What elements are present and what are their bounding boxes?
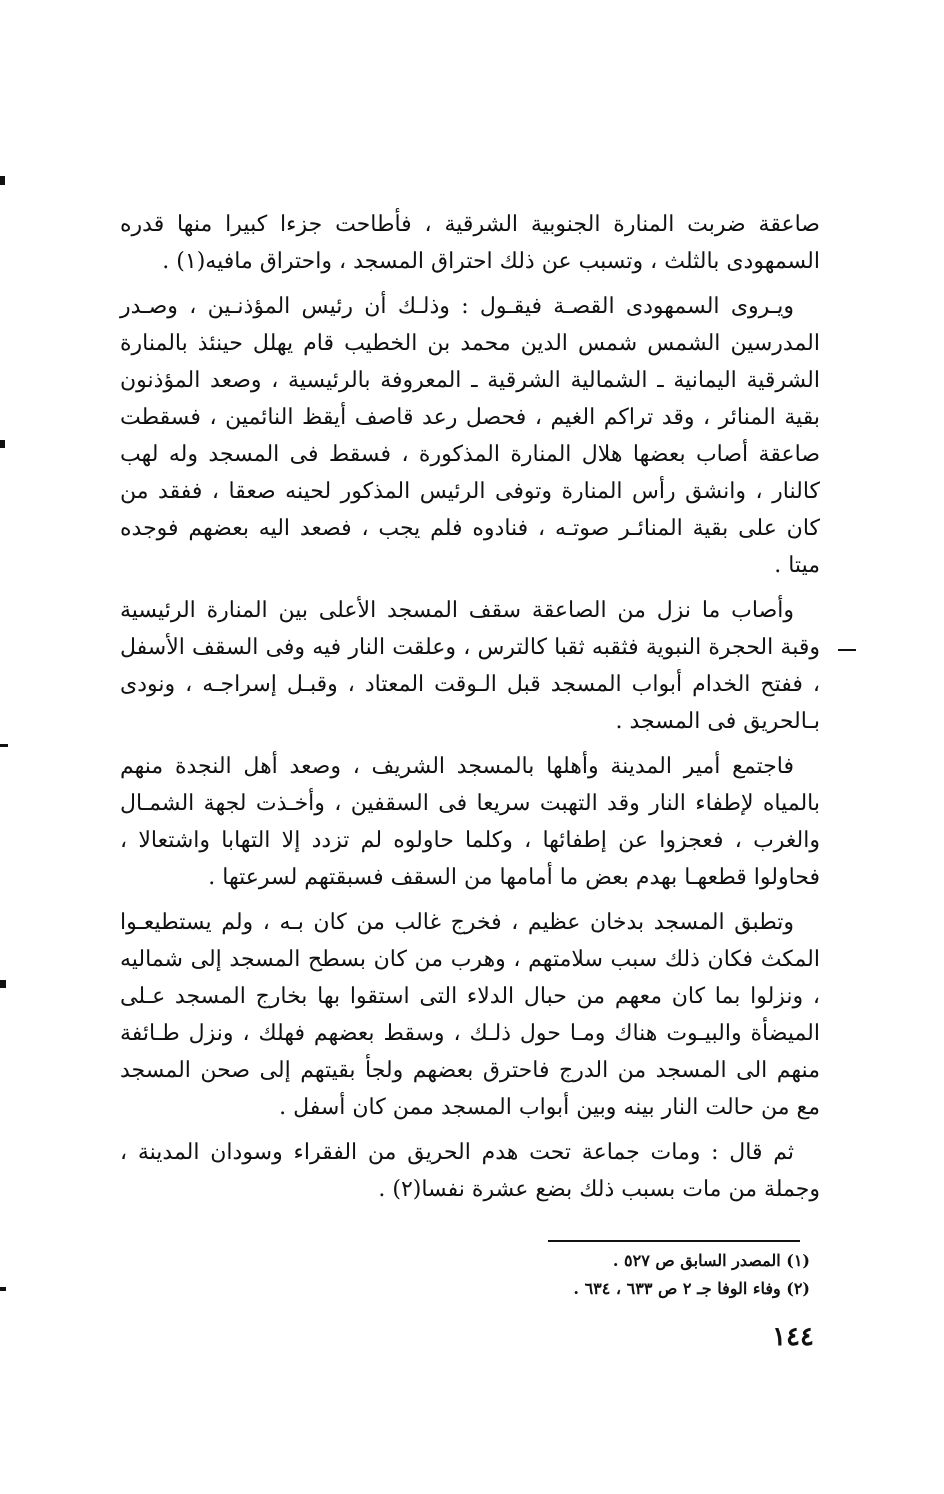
footnote-2: (٢) وفاء الوفا جـ ٢ ص ٦٣٣ ، ٦٣٤ . [573, 1279, 810, 1298]
footnote-separator [548, 1240, 800, 1242]
scan-mark [0, 440, 5, 448]
paragraph-6: ثم قال : ومات جماعة تحت هدم الحريق من الفقراء وسودان المدينة ، وجملة من مات بسبب ذلك بضع عشرة نفسا(٢) . [120, 1140, 820, 1202]
paragraph-4: فاجتمع أمير المدينة وأهلها بالمسجد الشريف ، وصعد أهل النجدة منهم بالمياه لإطفاء النار وقد التهبت سريعا فى السقفين ، وأخـذت لجهة الشمـال والغرب ، فعجزوا عن إطفائها ، وكلما حاولوه لم تزدد إلا التهابا واشتعالا ، فحاولوا قطعهـا بهدم بعض ما أمامها من السقف فسبقتهم لسرعتها . [120, 754, 820, 890]
scan-mark [0, 980, 6, 988]
main-text [120, 206, 820, 1216]
paragraph-2: ويـروى السمهودى القصـة فيقـول : وذلـك أن رئيس المؤذنـين ، وصـدر المدرسين الشمس شمس الدين محمد بن الخطيب قام يهلل حينئذ بالمنارة الشرقية اليمانية ـ الشمالية الشرقية ـ المعروفة بالرئيسية ، وصعد المؤذنون بقية المنائر ، وقد تراكم الغيم ، فحصل رعد قاصف أيقظ النائمين ، فسقطت صاعقة أصاب بعضها هلال المنارة المذكورة ، فسقط فى المسجد وله لهب كالنار ، وانشق رأس المنارة وتوفى الرئيس المذكور لحينه صعقا ، ففقد من كان على بقية المنائـر صوتـه ، فنادوه فلم يجب ، فصعد اليه بعضهم فوجده ميتا . [120, 294, 820, 578]
paragraph-1: صاعقة ضربت المنارة الجنوبية الشرقية ، فأطاحت جزءا كبيرا منها قدره السمهودى بالثلث ، وتسبب عن ذلك احتراق المسجد ، واحتراق مافيه(١) . [120, 212, 820, 274]
paragraph-5: وتطبق المسجد بدخان عظيم ، فخرج غالب من كان بـه ، ولم يستطيعـوا المكث فكان ذلك سبب سلامتهم ، وهرب من كان بسطح المسجد إلى شماليه ، ونزلوا بما كان معهم من حبال الدلاء التى استقوا بها بخارج المسجد عـلى الميضأة والبيـوت هناك ومـا حول ذلـك ، وسقط بعضهم فهلك ، ونزل طـائفة منهم الى المسجد من الدرج فاحترق بعضهم ولجأ بقيتهم إلى صحن المسجد مع من حالت النار بينه وبين أبواب المسجد ممن كان أسفل . [120, 910, 820, 1120]
scan-mark [0, 1287, 6, 1291]
page-number: ١٤٤ [772, 1322, 814, 1352]
scan-mark [838, 649, 856, 651]
footnote-1: (١) المصدر السابق ص ٥٢٧ . [612, 1251, 810, 1270]
scan-mark [0, 176, 5, 185]
footnotes [440, 1247, 810, 1303]
paragraph-3: وأصاب ما نزل من الصاعقة سقف المسجد الأعلى بين المنارة الرئيسية وقبة الحجرة النبوية فثقبه ثقبا كالترس ، وعلقت النار فيه وفى السقف الأسفل ، ففتح الخدام أبواب المسجد قبل الـوقت المعتاد ، وقبـل إسراجـه ، ونودى بـالحريق فى المسجد . [120, 598, 820, 734]
scan-mark [0, 744, 8, 747]
